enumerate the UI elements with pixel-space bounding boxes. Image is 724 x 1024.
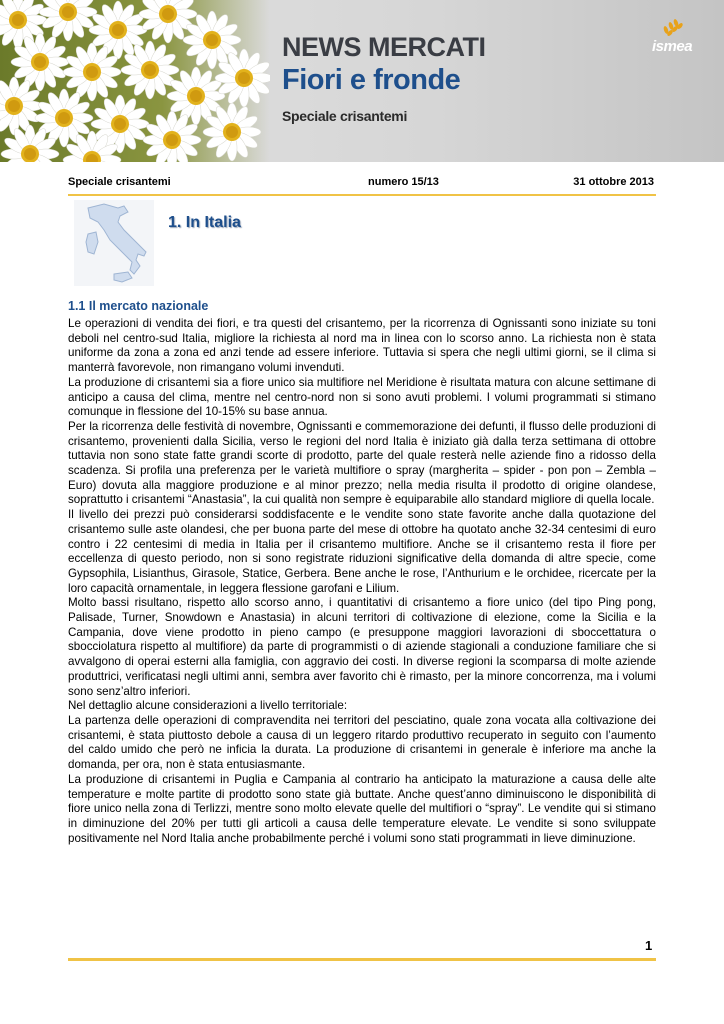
paragraph: Molto bassi risultano, rispetto allo scorso anno, i quantitativi di crisantemo a fiore unico (del tipo Ping pong, Palisade, Turner, Snowdown e Anastasia) in alcuni territori di coltivazione di elezione, come la Sicilia e la Campania, dove viene prodotto in pieno campo (e presuppone maggiori lavorazioni di sboccettatura o sbocciolatura rispetto al multifiore) da parte di programmisti o di aziende stagionali a conduzione familiare che si avvalgono di operai esterni alla famiglia, con aggravio dei costi. In diverse regioni la scomparsa di molte aziende produttrici, verificatasi negli ultimi anni, sembra aver favorito chi è rimasto, per la minore concorrenza, ma i volumi sono senz’altro inferiori. xyxy=(68,596,656,698)
info-bar xyxy=(68,172,656,196)
article-body xyxy=(68,317,656,846)
footer-divider xyxy=(68,958,656,961)
news-edition: Speciale crisantemi xyxy=(282,108,408,124)
section-heading: 1. In Italia xyxy=(168,214,241,231)
info-date: 31 ottobre 2013 xyxy=(573,176,654,188)
paragraph: Nel dettaglio alcune considerazioni a livello territoriale: xyxy=(68,699,348,713)
paragraph: La produzione di crisantemi sia a fiore unico sia multifiore nel Meridione è risultata matura con alcune settimane di anticipo a causa del clima, mentre nel centro-nord non si sono avuti problemi. I volumi programmati si stimano comunque in flessione del 10-15% su base annua. xyxy=(68,375,656,419)
daisy-flowers-image xyxy=(0,0,270,162)
logo-text: ismea xyxy=(652,38,693,55)
header-banner xyxy=(0,0,724,162)
paragraph: Per la ricorrenza delle festività di novembre, Ognissanti e commemorazione dei defunti, il flusso delle produzioni di crisantemo, provenienti dalla Sicilia, verso le regioni del nord Italia è iniziato già dalla terza settimana di ottobre tuttavia non sono state fatte grandi scorte di prodotto, parte del quale resterà nelle aziende fino a ridosso della scadenza. Si profila una preferenza per le varietà multifiore o spray (margherita – spider - pon pon – Zembla – Euro) dovuta alla maggiore produzione e al minor prezzo; nella media risulta il prodotto di origine olandese, soprattutto i crisantemi “Anastasia”, la cui qualità non sempre è equiparabile allo standard migliore di quella locale. xyxy=(68,419,656,507)
paragraph: Le operazioni di vendita dei fiori, e tra questi del crisantemo, per la ricorrenza di Ognissanti sono iniziate su toni deboli nel centro-sud Italia, migliore la richiesta al nord ma in linea con lo scorso anno. La richiesta non è stata uniforme da zona a zona ed anzi tende ad essere inferiore. Tuttavia si spera che negli ultimi giorni, se il clima si manterrà favorevole, non rimangano volumi invenduti. xyxy=(68,317,656,375)
daisies-photo xyxy=(0,0,270,162)
news-title: NEWS MERCATI xyxy=(282,32,486,62)
italy-map-icon xyxy=(74,200,154,286)
subsection-heading: 1.1 Il mercato nazionale xyxy=(68,299,209,313)
paragraph: Il livello dei prezzi può considerarsi soddisfacente e le vendite sono state favorite anche dalla quotazione del crisantemo sulle aste olandesi, che per buona parte del mese di ottobre ha quotato anche 32-34 centesimi di euro contro i 22 centesimi di media in Italia per il crisantemo multifiore. Anche se il crisantemo resta il fiore per eccellenza di questo periodo, non si sono registrate riduzioni significative della domanda di altre specie, come Gypsophila, Lisianthus, Girasole, Statice, Gerbera. Bene anche le rose, l’Anthurium e le orchidee, ricercate per la loro capacità ornamentale, in leggera flessione garofani e Lilium. xyxy=(68,508,656,595)
news-subtitle: Fiori e fronde xyxy=(282,64,461,96)
info-issue-number: numero 15/13 xyxy=(368,176,439,188)
ismea-logo xyxy=(652,18,716,58)
paragraph: La partenza delle operazioni di compravendita nei territori del pesciatino, quale zona vocata alla coltivazione dei crisantemi, è stata piuttosto debole a causa di un leggero ritardo produttivo recuperato in seguito con l’aumento del caldo umido che però ne inficia la durata. La produzione di crisantemi in generale è inferiore ma anche la domanda, per ora, non è stata entusiasmante. xyxy=(68,713,656,772)
page-number: 1 xyxy=(645,938,653,953)
info-edition: Speciale crisantemi xyxy=(68,176,171,188)
wheat-icon xyxy=(658,18,688,40)
paragraph: La produzione di crisantemi in Puglia e Campania al contrario ha anticipato la maturazione a causa delle alte temperature e molte partite di prodotto sono state già buttate. Anche quest’anno diminuiscono le disponibilità di fiore unico nella zona di Terlizzi, mentre sono molto elevate quelle del multifiori o “spray”. Le vendite qui si stimano in diminuzione del 20% per tutti gli articoli a causa delle temperature elevate. Le vendite si sono sviluppate positivamente nel Nord Italia anche probabilmente perché i volumi sono stati programmati in lieve diminuzione. xyxy=(68,772,656,845)
